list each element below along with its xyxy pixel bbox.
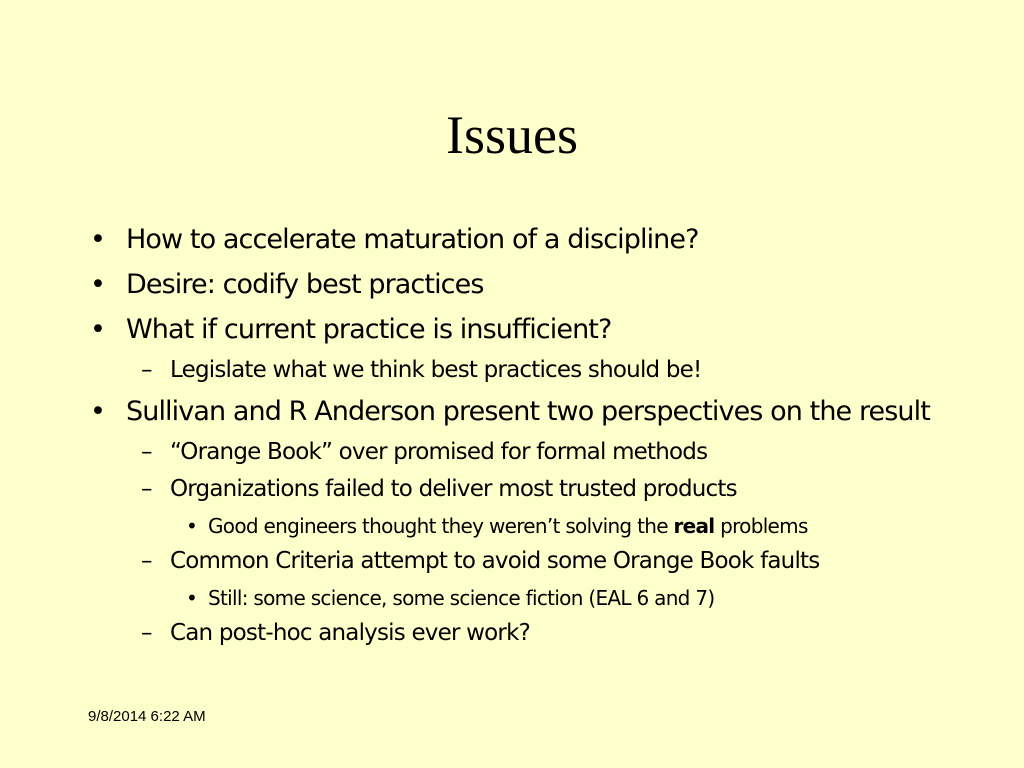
dash-marker: – bbox=[141, 357, 152, 383]
bullet-marker: • bbox=[186, 514, 198, 538]
bullet-marker: • bbox=[186, 586, 198, 610]
sub-sub-bullet-text: Still: some science, some science fiction (EAL 6 and 7) bbox=[208, 586, 715, 610]
bullet-item bbox=[80, 312, 960, 348]
bullet-marker: • bbox=[90, 269, 106, 300]
sub-bullet-item bbox=[80, 618, 960, 648]
sub-bullet-item bbox=[80, 474, 960, 504]
dash-marker: – bbox=[141, 548, 152, 574]
bullet-text: How to accelerate maturation of a discipline? bbox=[126, 224, 699, 255]
dash-marker: – bbox=[141, 476, 152, 502]
bullet-marker: • bbox=[90, 314, 106, 345]
bullet-text: Desire: codify best practices bbox=[126, 269, 484, 300]
bullet-item bbox=[80, 394, 960, 430]
sub-sub-bullet-item bbox=[80, 585, 960, 611]
sub-bullet-item bbox=[80, 437, 960, 467]
slide-content bbox=[80, 222, 960, 648]
dash-marker: – bbox=[141, 439, 152, 465]
sub-bullet-text: “Orange Book” over promised for formal methods bbox=[170, 439, 708, 465]
text-segment: problems bbox=[714, 514, 808, 538]
text-segment: Good engineers thought they weren’t solving the bbox=[208, 514, 674, 538]
footer-date: 9/8/2014 6:22 AM bbox=[88, 708, 206, 725]
bullet-item bbox=[80, 222, 960, 258]
slide-title: Issues bbox=[446, 105, 578, 165]
sub-bullet-text: Legislate what we think best practices should be! bbox=[170, 357, 702, 383]
bullet-marker: • bbox=[90, 396, 106, 427]
bullet-marker: • bbox=[90, 224, 106, 255]
sub-sub-bullet-item bbox=[80, 513, 960, 539]
sub-bullet-text: Common Criteria attempt to avoid some Orange Book faults bbox=[170, 548, 820, 574]
sub-bullet-item bbox=[80, 355, 960, 385]
sub-bullet-item bbox=[80, 546, 960, 576]
bullet-text: Sullivan and R Anderson present two perspectives on the result bbox=[126, 396, 930, 427]
bullet-text: What if current practice is insufficient? bbox=[126, 314, 612, 345]
sub-bullet-text: Organizations failed to deliver most trusted products bbox=[170, 476, 737, 502]
sub-bullet-text: Can post-hoc analysis ever work? bbox=[170, 620, 530, 646]
dash-marker: – bbox=[141, 620, 152, 646]
sub-sub-bullet-text bbox=[208, 514, 808, 538]
bold-emphasis: real bbox=[673, 514, 715, 538]
bullet-item bbox=[80, 267, 960, 303]
